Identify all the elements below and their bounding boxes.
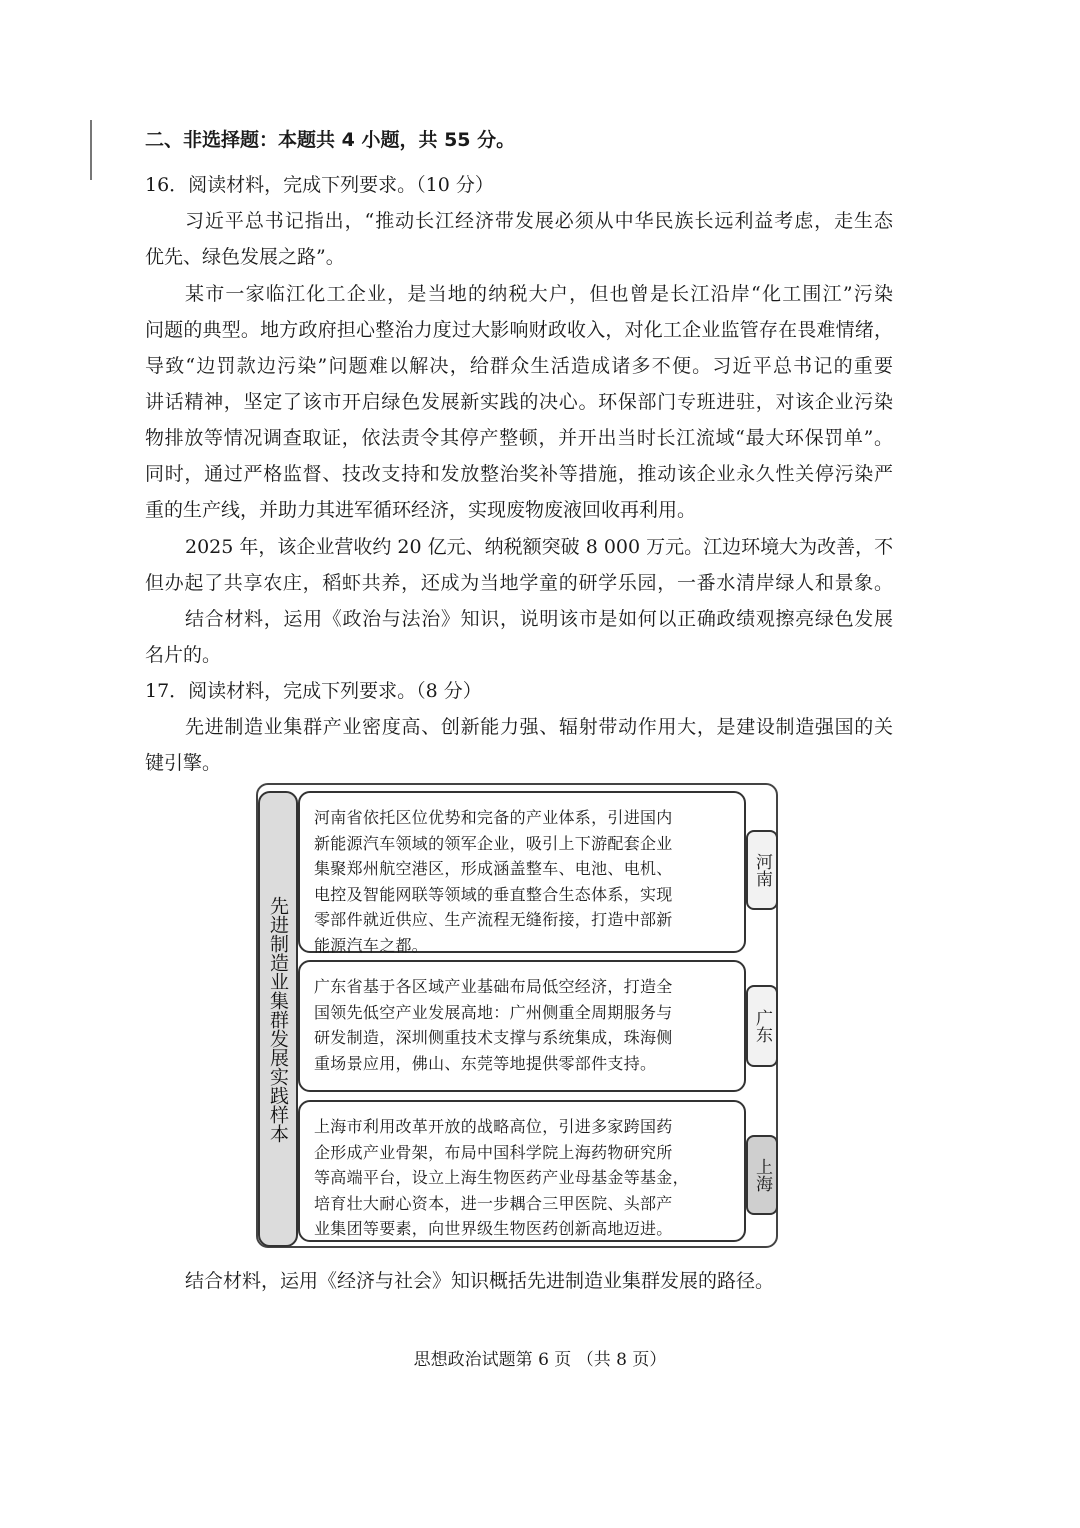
- margin-mark: [90, 120, 92, 180]
- q16-line: 讲话精神，坚定了该市开启绿色发展新实践的决心。环保部门专班进驻，对该企业污染: [145, 391, 893, 413]
- sample-line: 新能源汽车领域的领军企业，吸引上下游配套企业: [314, 833, 673, 853]
- sample-line: 河南省依托区位优势和完备的产业体系，引进国内: [314, 808, 673, 827]
- q16-line: 问题的典型。地方政府担心整治力度过大影响财政收入，对化工企业监管存在畏难情绪，: [145, 319, 893, 341]
- sample-line: 研发制造，深圳侧重技术支撑与系统集成，珠海侧: [314, 1028, 673, 1047]
- q16-line: 习近平总书记指出，“推动长江经济带发展必须从中华民族长远利益考虑，走生态: [185, 210, 893, 232]
- tab-guangdong-label: 广东: [752, 1009, 772, 1043]
- tab-shanghai: [746, 1135, 778, 1215]
- sample-line: 等高端平台，设立上海生物医药产业母基金等基金，: [314, 1168, 689, 1187]
- q16-question: 名片的。: [145, 644, 222, 666]
- q17-line: 键引擎。: [145, 752, 222, 774]
- q16-line: 物排放等情况调查取证，依法责令其停产整顿，并开出当时长江流域“最大环保罚单”。: [145, 427, 893, 449]
- sample-line: 广东省基于各区域产业基础布局低空经济，打造全: [314, 977, 673, 996]
- page-footer: 思想政治试题第 6 页 （共 8 页）: [413, 1350, 667, 1370]
- sample-line: 培育壮大耐心资本，进一步耦合三甲医院、头部产: [314, 1193, 673, 1213]
- sample-line: 能源汽车之都。: [314, 935, 429, 955]
- sample-line: 重场景应用，佛山、东莞等地提供零部件支持。: [314, 1053, 657, 1073]
- tab-henan: [746, 830, 778, 910]
- section-heading: 二、非选择题：本题共 4 小题，共 55 分。: [145, 129, 516, 151]
- q16-line: 重的生产线，并助力其进军循环经济，实现废物废液回收再利用。: [145, 499, 697, 521]
- q16-line: 同时，通过严格监督、技改支持和发放整治奖补等措施，推动该企业永久性关停污染严: [145, 463, 893, 485]
- tab-henan-label: 河南: [752, 853, 772, 887]
- q16-line: 优先、绿色发展之路”。: [145, 246, 345, 268]
- sample-box-shanghai: [298, 1100, 746, 1242]
- q16-line: 但办起了共享农庄，稻虾共养，还成为当地学童的研学乐园，一番水清岸绿人和景象。: [145, 572, 893, 594]
- sample-box-guangdong: [298, 960, 746, 1092]
- sample-line: 集聚郑州航空港区，形成涵盖整车、电池、电机、: [314, 859, 673, 878]
- sample-line: 电控及智能网联等领域的垂直整合生态体系，实现: [314, 884, 673, 904]
- q17-title: 17．阅读材料，完成下列要求。（8 分）: [145, 680, 482, 702]
- sample-line: 企形成产业骨架，布局中国科学院上海药物研究所: [314, 1142, 673, 1162]
- q16-line: 某市一家临江化工企业，是当地的纳税大户，但也曾是长江沿岸“化工围江”污染: [185, 283, 893, 305]
- sample-line: 零部件就近供应、生产流程无缝衔接，打造中部新: [314, 910, 673, 929]
- sample-line: 国领先低空产业发展高地：广州侧重全周期服务与: [314, 1002, 673, 1022]
- diagram-vertical-label: [258, 791, 298, 1247]
- q17-question: 结合材料，运用《经济与社会》知识概括先进制造业集群发展的路径。: [185, 1270, 775, 1292]
- tab-guangdong: [746, 985, 778, 1067]
- tab-shanghai-label: 上海: [752, 1158, 772, 1192]
- q16-title: 16．阅读材料，完成下列要求。（10 分）: [145, 174, 494, 196]
- diagram-vertical-label-text: 先进制造业集群发展实践样本: [267, 895, 289, 1143]
- q16-line: 2025 年，该企业营收约 20 亿元、纳税额突破 8 000 万元。江边环境大为改善，不: [185, 536, 894, 558]
- sample-line: 业集团等要素，向世界级生物医药创新高地迈进。: [314, 1219, 673, 1238]
- sample-line: 上海市利用改革开放的战略高位，引进多家跨国药: [314, 1117, 673, 1136]
- q16-line: 导致“边罚款边污染”问题难以解决，给群众生活造成诸多不便。习近平总书记的重要: [145, 355, 893, 377]
- q16-question: 结合材料，运用《政治与法治》知识，说明该市是如何以正确政绩观擦亮绿色发展: [185, 608, 893, 630]
- sample-box-henan: [298, 791, 746, 953]
- q17-line: 先进制造业集群产业密度高、创新能力强、辐射带动作用大，是建设制造强国的关: [185, 716, 893, 738]
